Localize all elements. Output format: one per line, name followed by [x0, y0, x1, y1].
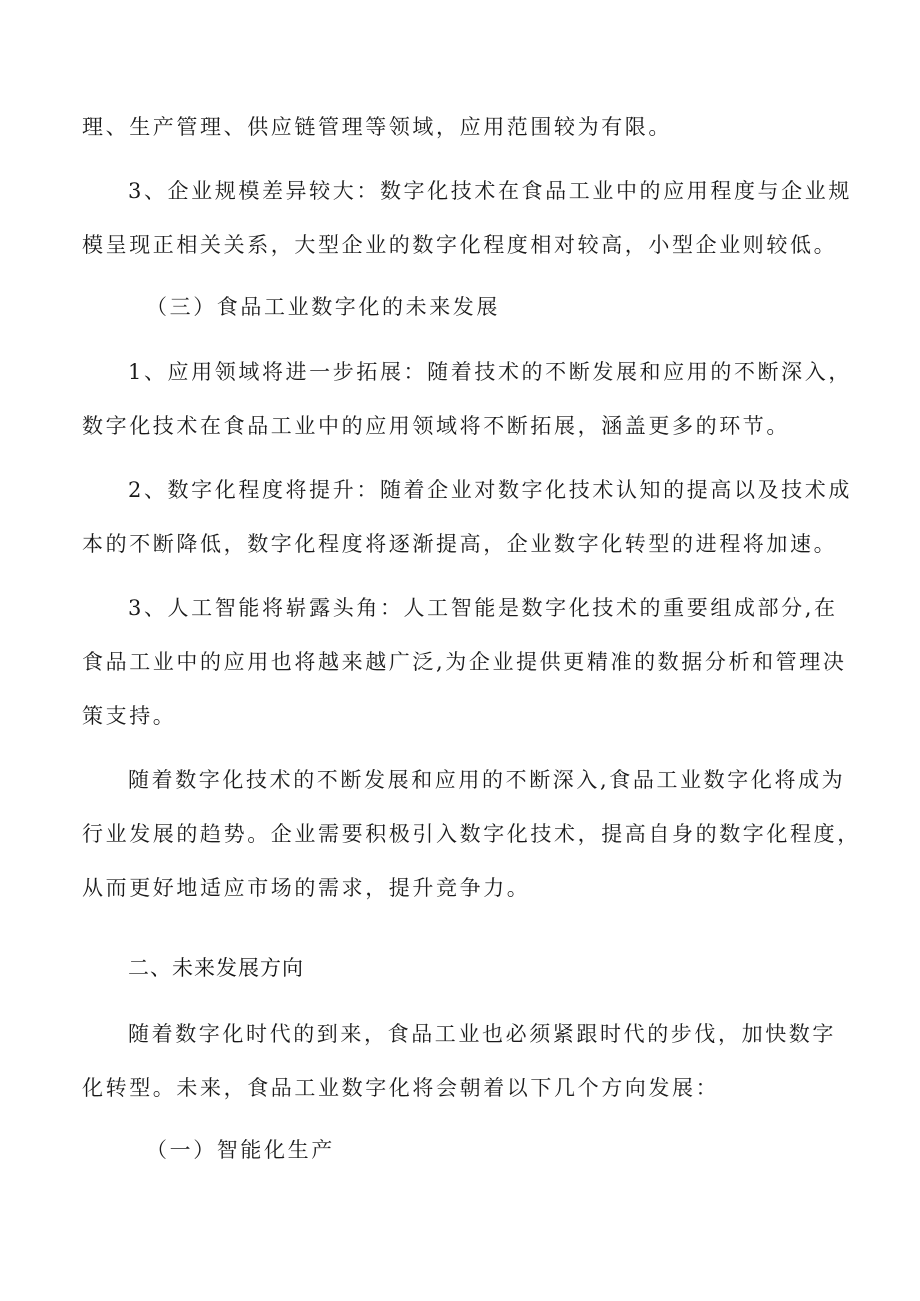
- paragraph-line: 行业发展的趋势。企业需要积极引入数字化技术，提高自身的数字化程度，: [82, 822, 861, 846]
- paragraph-line: 食品工业中的应用也将越来越广泛,为企业提供更精准的数据分析和管理决: [82, 650, 847, 674]
- section-subheading: （三）食品工业数字化的未来发展: [146, 295, 500, 319]
- paragraph-line: 3、企业规模差异较大：数字化技术在食品工业中的应用程度与企业规: [128, 179, 852, 203]
- section-subheading: （一）智能化生产: [146, 1138, 335, 1162]
- paragraph-line: 1、应用领域将进一步拓展：随着技术的不断发展和应用的不断深入，: [128, 360, 852, 384]
- paragraph-line: 理、生产管理、供应链管理等领域，应用范围较为有限。: [82, 115, 672, 139]
- paragraph-line: 模呈现正相关关系，大型企业的数字化程度相对较高，小型企业则较低。: [82, 233, 838, 257]
- paragraph-line: 策支持。: [82, 704, 177, 728]
- paragraph-line: 数字化技术在食品工业中的应用领域将不断拓展，涵盖更多的环节。: [82, 414, 790, 438]
- section-heading: 二、未来发展方向: [128, 956, 304, 980]
- paragraph-line: 3、人工智能将崭露头角：人工智能是数字化技术的重要组成部分,在: [128, 596, 838, 620]
- paragraph-line: 化转型。未来，食品工业数字化将会朝着以下几个方向发展：: [82, 1076, 720, 1100]
- paragraph-line: 从而更好地适应市场的需求，提升竞争力。: [82, 876, 531, 900]
- paragraph-line: 随着数字化技术的不断发展和应用的不断深入,食品工业数字化将成为: [128, 768, 846, 792]
- paragraph-line: 本的不断降低，数字化程度将逐渐提高，企业数字化转型的进程将加速。: [82, 532, 838, 556]
- paragraph-line: 随着数字化时代的到来，食品工业也必须紧跟时代的步伐，加快数字: [128, 1022, 836, 1046]
- paragraph-line: 2、数字化程度将提升：随着企业对数字化技术认知的提高以及技术成: [128, 478, 852, 502]
